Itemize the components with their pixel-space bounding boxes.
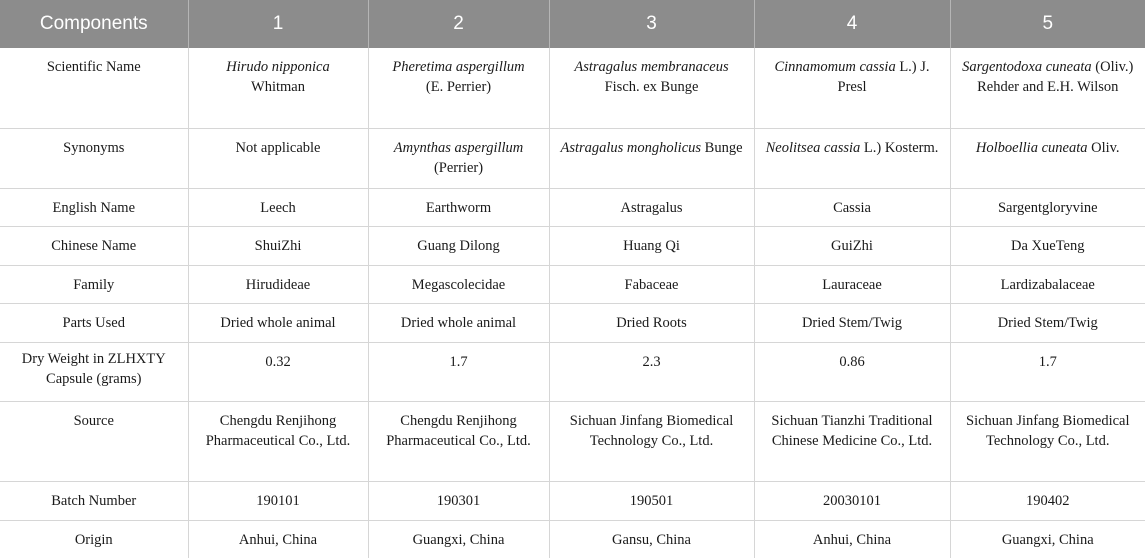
cell-scientific-name — [549, 48, 754, 128]
italic-part: Cinnamomum cassia — [774, 59, 896, 75]
italic-part: Holboellia cuneata — [975, 139, 1088, 156]
cell-dry-weight: 0.32 — [188, 342, 368, 401]
cell-parts-used: Dried Stem/Twig — [754, 303, 950, 342]
cell-english-name: Earthworm — [368, 188, 549, 226]
row-english-name — [0, 188, 1145, 226]
plain-part: Not applicable — [235, 139, 321, 156]
cell-origin: Anhui, China — [188, 520, 368, 558]
cell-family: Fabaceae — [549, 265, 754, 303]
plain-part: (Perrier) — [433, 159, 484, 176]
row-synonyms — [0, 128, 1145, 188]
header-col-1: 1 — [188, 0, 368, 48]
cell-source: Sichuan Tianzhi Traditional Chinese Medicine Co., Ltd. — [754, 401, 950, 481]
cell-family: Lardizabalaceae — [950, 265, 1145, 303]
row-label: Parts Used — [0, 303, 188, 342]
cell-origin: Guangxi, China — [1001, 531, 1094, 548]
cell-parts-used: Dried Roots — [549, 303, 754, 342]
italic-part: Neolitsea cassia — [765, 139, 861, 156]
cell-parts-used: Dried Stem/Twig — [950, 303, 1145, 342]
plain-part: L.) J. Presl — [837, 59, 930, 95]
row-label: Synonyms — [0, 128, 188, 188]
italic-part: Astragalus membranaceus — [574, 59, 729, 75]
plain-part: (E. Perrier) — [425, 79, 492, 95]
cell-synonym — [549, 128, 754, 188]
row-label: Dry Weight in ZLHXTY Capsule (grams) — [0, 342, 188, 401]
cell-source: Chengdu Renjihong Pharmaceutical Co., Ltd. — [188, 401, 368, 481]
cell-family: Hirudideae — [188, 265, 368, 303]
cell-chinese-name: ShuiZhi — [188, 226, 368, 265]
header-col-4: 4 — [754, 0, 950, 48]
plain-part: (Oliv.) Rehder and E.H. Wilson — [977, 59, 1134, 95]
header-row — [0, 0, 1145, 48]
row-chinese-name — [0, 226, 1145, 265]
italic-part: Amynthas aspergillum — [393, 139, 524, 156]
cell-source: Sichuan Jinfang Biomedical Technology Co., Ltd. — [549, 401, 754, 481]
italic-part: Sargentodoxa cuneata — [962, 59, 1092, 75]
cell-synonym — [368, 128, 549, 188]
cell-synonym — [188, 128, 368, 188]
cell-chinese-name: Da XueTeng — [950, 226, 1145, 265]
cell-dry-weight: 2.3 — [549, 342, 754, 401]
header-components: Components — [0, 0, 188, 48]
cell-batch-number: 20030101 — [754, 481, 950, 520]
row-label: Source — [0, 401, 188, 481]
row-dry-weight — [0, 342, 1145, 401]
cell-scientific-name — [188, 48, 368, 128]
plain-part: Bunge — [704, 139, 743, 156]
table-body — [0, 48, 1145, 558]
cell-english-name: Cassia — [754, 188, 950, 226]
table-header — [0, 0, 1145, 48]
cell-english-name: Astragalus — [549, 188, 754, 226]
cell-origin: Gansu, China — [549, 520, 754, 558]
plain-part: L.) Kosterm. — [863, 139, 939, 156]
cell-batch-number: 190402 — [950, 481, 1145, 520]
cell-source: Chengdu Renjihong Pharmaceutical Co., Ltd. — [368, 401, 549, 481]
cell-dry-weight: 1.7 — [950, 342, 1145, 401]
cell-origin: Anhui, China — [754, 520, 950, 558]
cell-chinese-name: GuiZhi — [754, 226, 950, 265]
cell-batch-number: 190301 — [368, 481, 549, 520]
cell-english-name: Sargentgloryvine — [950, 188, 1145, 226]
italic-part: Hirudo nipponica — [226, 59, 330, 75]
cell-scientific-name — [368, 48, 549, 128]
row-batch-number — [0, 481, 1145, 520]
cell-parts-used: Dried whole animal — [368, 303, 549, 342]
cell-dry-weight: 0.86 — [754, 342, 950, 401]
plain-part: Fisch. ex Bunge — [604, 79, 699, 95]
cell-synonym — [950, 128, 1145, 188]
cell-source: Sichuan Jinfang Biomedical Technology Co., Ltd. — [950, 401, 1145, 481]
cell-batch-number: 190501 — [549, 481, 754, 520]
italic-part: Astragalus mongholicus — [560, 139, 702, 156]
row-label: Chinese Name — [0, 226, 188, 265]
cell-origin: Guangxi, China — [368, 520, 549, 558]
row-label: English Name — [0, 188, 188, 226]
plain-part: Whitman — [251, 79, 305, 95]
cell-family: Lauraceae — [754, 265, 950, 303]
row-scientific-name — [0, 48, 1145, 128]
row-label: Batch Number — [0, 481, 188, 520]
cell-family: Megascolecidae — [368, 265, 549, 303]
header-col-2: 2 — [368, 0, 549, 48]
cell-synonym — [754, 128, 950, 188]
cell-english-name: Leech — [188, 188, 368, 226]
row-label: Origin — [0, 520, 188, 558]
header-col-5: 5 — [950, 0, 1145, 48]
row-label: Scientific Name — [0, 48, 188, 128]
row-parts-used — [0, 303, 1145, 342]
row-origin — [0, 520, 1145, 558]
cell-parts-used: Dried whole animal — [188, 303, 368, 342]
plain-part: Oliv. — [1091, 139, 1120, 156]
cell-chinese-name: Guang Dilong — [368, 226, 549, 265]
row-label: Family — [0, 265, 188, 303]
italic-part: Pheretima aspergillum — [392, 59, 525, 75]
cell-dry-weight: 1.7 — [368, 342, 549, 401]
cell-chinese-name: Huang Qi — [549, 226, 754, 265]
cell-batch-number: 190101 — [188, 481, 368, 520]
cell-scientific-name — [754, 48, 950, 128]
cell-scientific-name — [950, 48, 1145, 128]
header-col-3: 3 — [549, 0, 754, 48]
row-family — [0, 265, 1145, 303]
row-source — [0, 401, 1145, 481]
